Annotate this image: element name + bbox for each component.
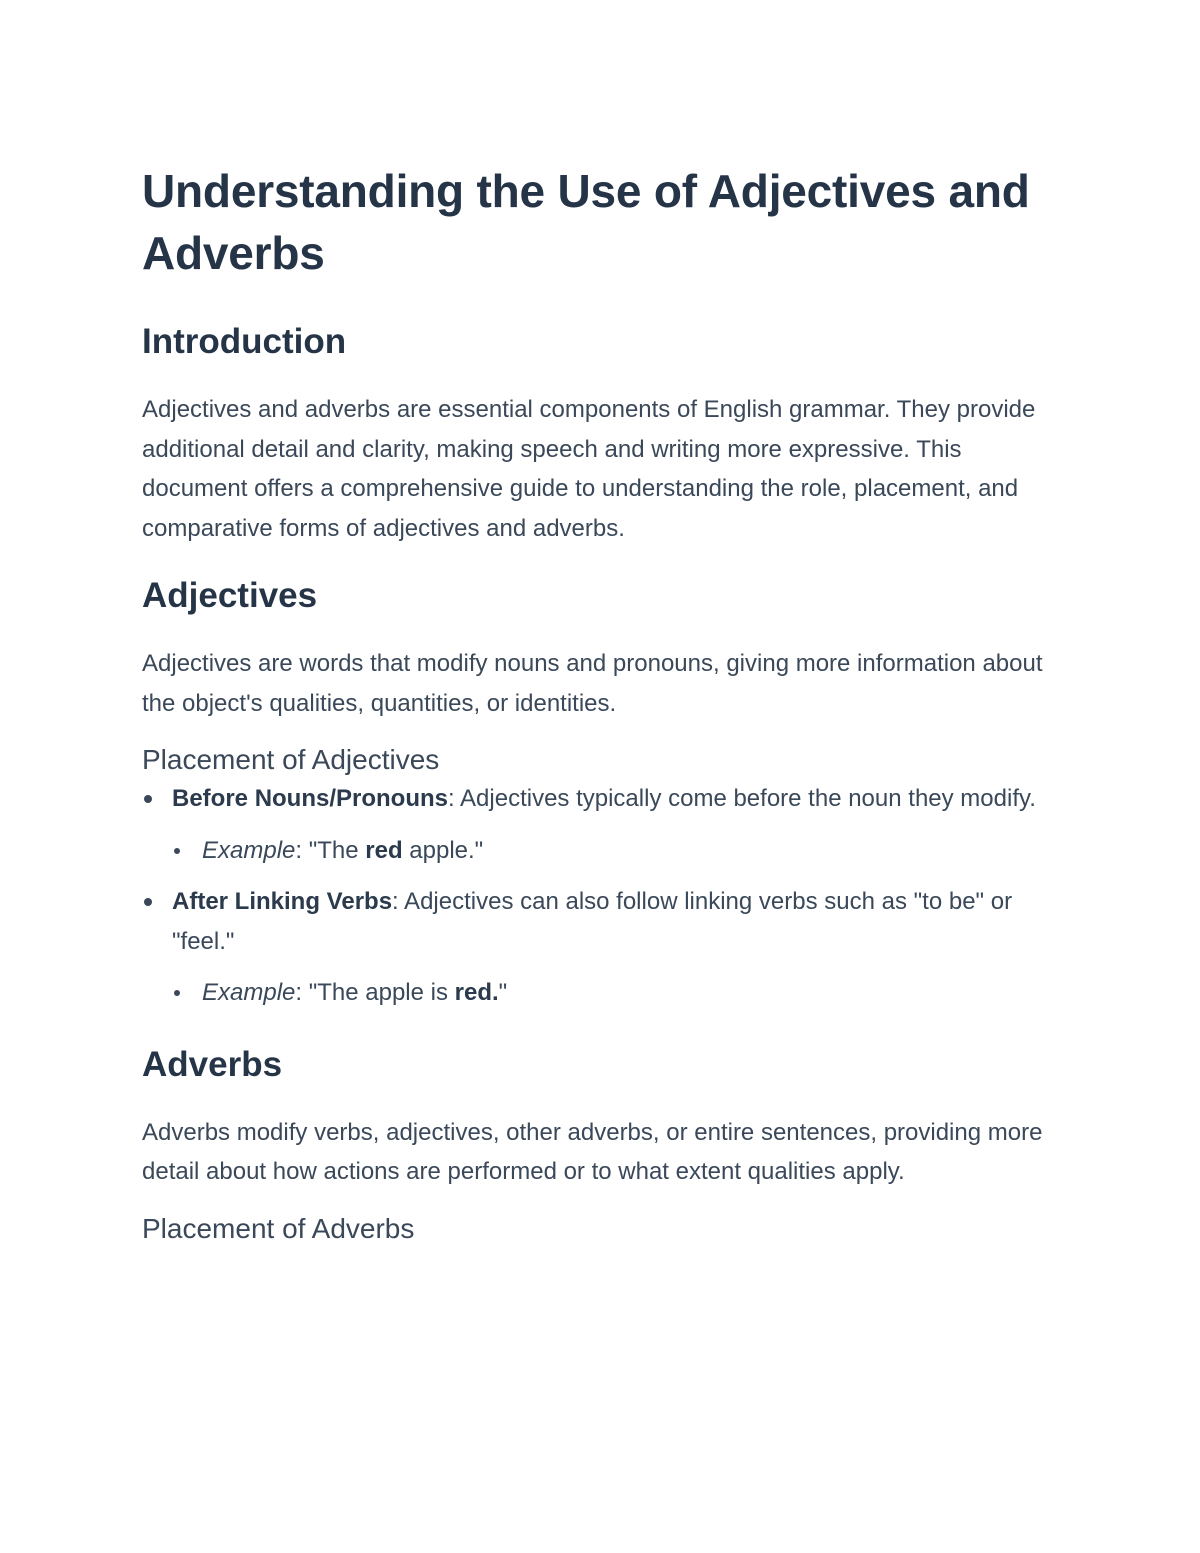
example-text-end: ": [498, 979, 508, 1006]
subheading-placement-of-adverbs: Placement of Adverbs: [142, 1212, 415, 1244]
adverbs-paragraph: Adverbs modify verbs, adjectives, other adverbs, or entire sentences, providing more detail about how actions are performed or to what extent qualities apply.: [142, 1118, 1043, 1185]
example-list: [172, 831, 1072, 871]
heading-adjectives: Adjectives: [142, 576, 318, 615]
example-text: : "The apple is: [295, 979, 455, 1006]
list-item-text: : Adjectives can also follow linking verbs such as "to be" or "feel.": [172, 888, 1013, 955]
example-label: Example: [202, 836, 296, 864]
subheading-placement-of-adjectives: Placement of Adjectives: [142, 744, 440, 775]
example-item: [172, 831, 1072, 871]
example-text: : "The: [295, 836, 366, 864]
list-item-text: : Adjectives typically come before the noun they modify.: [448, 785, 1036, 812]
adjective-placement-list: [142, 779, 1072, 1013]
example-item: [172, 973, 1072, 1013]
list-item: [142, 779, 1072, 870]
example-list: [172, 973, 1072, 1013]
example-text-end: apple.": [402, 836, 484, 864]
example-bold-word: red: [365, 836, 403, 864]
list-item-term: Before Nouns/Pronouns: [172, 785, 449, 812]
heading-introduction: Introduction: [142, 322, 347, 361]
list-item-term: After Linking Verbs: [172, 888, 393, 915]
example-bold-word: red.: [454, 979, 499, 1006]
adjectives-paragraph: Adjectives are words that modify nouns and pronouns, giving more information about the object's qualities, quantities, or identities.: [142, 650, 1043, 717]
document-title: Understanding the Use of Adjectives and Adverbs: [142, 165, 1030, 279]
list-item: [142, 882, 1072, 1013]
heading-adverbs: Adverbs: [142, 1044, 283, 1084]
document-page: [142, 160, 1072, 1248]
example-label: Example: [202, 979, 296, 1006]
introduction-paragraph: Adjectives and adverbs are essential components of English grammar. They provide additional detail and clarity, making speech and writing more expressive. This document offers a comprehensive guide to understanding the role, placement, and comparative forms of adjectives and adverbs.: [142, 396, 1036, 542]
